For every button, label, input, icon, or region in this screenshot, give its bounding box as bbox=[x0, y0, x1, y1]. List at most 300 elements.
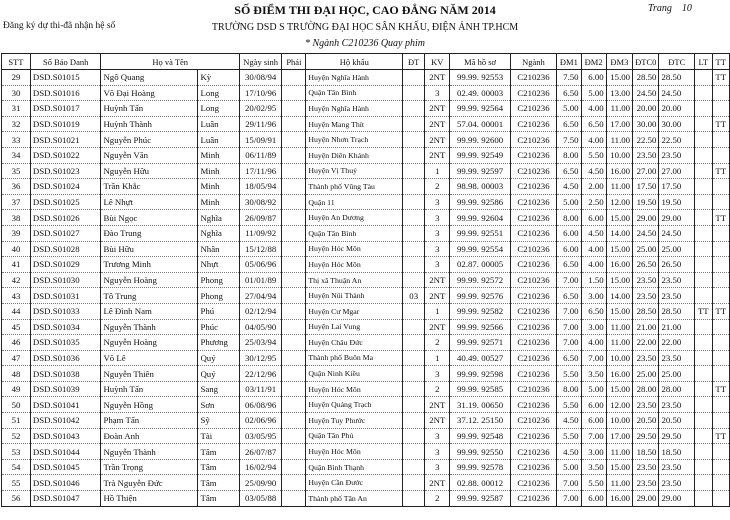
given-name-cell: Sỹ bbox=[198, 413, 239, 429]
dtc-cell: 23.50 bbox=[659, 272, 695, 288]
tt-cell bbox=[712, 475, 730, 491]
dtc0-cell: 24.50 bbox=[633, 85, 659, 101]
dm3-cell: 13.00 bbox=[606, 85, 632, 101]
dm3-cell: 11.00 bbox=[606, 475, 632, 491]
dm3-cell: 14.00 bbox=[606, 288, 632, 304]
given-name-cell: Tâm bbox=[198, 444, 239, 460]
dm1-cell: 6.50 bbox=[557, 288, 581, 304]
file-code-cell: 02.88. 00012 bbox=[450, 475, 510, 491]
lt-cell bbox=[695, 132, 712, 148]
surname-cell: Nguyễn Hoàng bbox=[101, 272, 198, 288]
dtc-cell: 23.50 bbox=[659, 350, 695, 366]
kv-cell: 3 bbox=[425, 444, 450, 460]
col-name: Họ và Tên bbox=[101, 54, 239, 70]
stt-cell: 50 bbox=[2, 397, 31, 413]
stt-cell: 31 bbox=[2, 101, 31, 117]
dtc-cell: 28.00 bbox=[659, 381, 695, 397]
col-dtc: ĐTC bbox=[659, 54, 695, 70]
table-row bbox=[2, 101, 730, 117]
dm1-cell: 7.50 bbox=[557, 132, 581, 148]
dtc0-cell: 20.50 bbox=[633, 413, 659, 429]
col-tt: TT bbox=[712, 54, 730, 70]
dm2-cell: 5.00 bbox=[581, 85, 606, 101]
file-code-cell: 99.99. 92598 bbox=[450, 366, 510, 382]
major-cell: C210236 bbox=[510, 179, 556, 195]
surname-cell: Lê Đình Nam bbox=[101, 303, 198, 319]
given-name-cell: Luân bbox=[198, 132, 239, 148]
stt-cell: 29 bbox=[2, 70, 31, 86]
dob-cell: 03/11/91 bbox=[239, 381, 282, 397]
stt-cell: 54 bbox=[2, 459, 31, 475]
dm2-cell: 4.50 bbox=[581, 225, 606, 241]
dm1-cell: 6.00 bbox=[557, 225, 581, 241]
table-row bbox=[2, 413, 730, 429]
dm3-cell: 11.00 bbox=[606, 179, 632, 195]
tt-cell bbox=[712, 147, 730, 163]
tt-cell: TT bbox=[712, 210, 730, 226]
file-code-cell: 37.12. 25150 bbox=[450, 413, 510, 429]
sbd-cell: DSD.S01034 bbox=[30, 319, 101, 335]
lt-cell bbox=[695, 210, 712, 226]
col-dob: Ngày sinh bbox=[239, 54, 282, 70]
tt-cell: TT bbox=[712, 70, 730, 86]
col-household: Hộ khẩu bbox=[306, 54, 403, 70]
major-cell: C210236 bbox=[510, 428, 556, 444]
dob-cell: 17/10/96 bbox=[239, 85, 282, 101]
stt-cell: 32 bbox=[2, 116, 31, 132]
file-code-cell: 99.99. 92571 bbox=[450, 335, 510, 351]
tt-cell bbox=[712, 459, 730, 475]
kv-cell: 3 bbox=[425, 366, 450, 382]
dm3-cell: 15.00 bbox=[606, 70, 632, 86]
stt-cell: 33 bbox=[2, 132, 31, 148]
dob-cell: 25/03/94 bbox=[239, 335, 282, 351]
major-cell: C210236 bbox=[510, 413, 556, 429]
household-cell: Huyện Nhơn Trạch bbox=[306, 132, 403, 148]
sbd-cell: DSD.S01039 bbox=[30, 381, 101, 397]
file-code-cell: 99.99. 92549 bbox=[450, 147, 510, 163]
sbd-cell: DSD.S01042 bbox=[30, 413, 101, 429]
table-row bbox=[2, 475, 730, 491]
sbd-cell: DSD.S01021 bbox=[30, 132, 101, 148]
sbd-cell: DSD.S01019 bbox=[30, 116, 101, 132]
dob-cell: 29/11/96 bbox=[239, 116, 282, 132]
dob-cell: 26/09/87 bbox=[239, 210, 282, 226]
page-title: SỐ ĐIỂM THI ĐẠI HỌC, CAO ĐẲNG NĂM 2014 bbox=[234, 3, 496, 17]
dtc0-cell: 23.50 bbox=[633, 288, 659, 304]
household-cell: Huyện Vị Thuỷ bbox=[306, 163, 403, 179]
kv-cell: 2 bbox=[425, 335, 450, 351]
table-row bbox=[2, 272, 730, 288]
col-lt: LT bbox=[695, 54, 712, 70]
gender-cell bbox=[282, 335, 306, 351]
lt-cell bbox=[695, 70, 712, 86]
dob-cell: 20/02/95 bbox=[239, 101, 282, 117]
file-code-cell: 99.99. 92564 bbox=[450, 101, 510, 117]
kv-cell: 2 bbox=[425, 381, 450, 397]
dm1-cell: 4.50 bbox=[557, 413, 581, 429]
table-row bbox=[2, 132, 730, 148]
tt-cell bbox=[712, 413, 730, 429]
gender-cell bbox=[282, 459, 306, 475]
sbd-cell: DSD.S01030 bbox=[30, 272, 101, 288]
table-row bbox=[2, 179, 730, 195]
kv-cell: 3 bbox=[425, 85, 450, 101]
stt-cell: 35 bbox=[2, 163, 31, 179]
file-code-cell: 99.99. 92553 bbox=[450, 70, 510, 86]
score-table bbox=[1, 53, 730, 507]
file-code-cell: 98.98. 00003 bbox=[450, 179, 510, 195]
given-name-cell: Kỳ bbox=[198, 70, 239, 86]
dtc-cell: 20.50 bbox=[659, 413, 695, 429]
household-cell: Huyện Cư Mgar bbox=[306, 303, 403, 319]
dt-cell bbox=[403, 350, 425, 366]
sbd-cell: DSD.S01023 bbox=[30, 163, 101, 179]
household-cell: Thành phố Tân An bbox=[306, 491, 403, 507]
major-cell: C210236 bbox=[510, 132, 556, 148]
lt-cell bbox=[695, 381, 712, 397]
registration-note: Đăng ký dự thi-đã nhận hệ số bbox=[3, 21, 116, 31]
household-cell: Quận Bình Thạnh bbox=[306, 459, 403, 475]
dtc-cell: 23.50 bbox=[659, 288, 695, 304]
major-cell: C210236 bbox=[510, 381, 556, 397]
stt-cell: 42 bbox=[2, 272, 31, 288]
dt-cell bbox=[403, 179, 425, 195]
dm2-cell: 6.50 bbox=[581, 303, 606, 319]
dm1-cell: 8.00 bbox=[557, 381, 581, 397]
dt-cell bbox=[403, 116, 425, 132]
tt-cell bbox=[712, 132, 730, 148]
sbd-cell: DSD.S01016 bbox=[30, 85, 101, 101]
dtc-cell: 17.50 bbox=[659, 179, 695, 195]
file-code-cell: 99.99. 92551 bbox=[450, 225, 510, 241]
lt-cell bbox=[695, 116, 712, 132]
lt-cell bbox=[695, 101, 712, 117]
gender-cell bbox=[282, 428, 306, 444]
dob-cell: 11/09/92 bbox=[239, 225, 282, 241]
dm3-cell: 12.00 bbox=[606, 194, 632, 210]
stt-cell: 48 bbox=[2, 366, 31, 382]
surname-cell: Huỳnh Tấn bbox=[101, 101, 198, 117]
tt-cell bbox=[712, 366, 730, 382]
file-code-cell: 99.99. 92600 bbox=[450, 132, 510, 148]
tt-cell bbox=[712, 444, 730, 460]
dt-cell bbox=[403, 132, 425, 148]
kv-cell: 3 bbox=[425, 225, 450, 241]
household-cell: Huyện Quảng Trạch bbox=[306, 397, 403, 413]
surname-cell: Bùi Ngọc bbox=[101, 210, 198, 226]
given-name-cell: Tâm bbox=[198, 491, 239, 507]
given-name-cell: Phong bbox=[198, 288, 239, 304]
dm1-cell: 4.50 bbox=[557, 179, 581, 195]
lt-cell bbox=[695, 179, 712, 195]
sbd-cell: DSD.S01043 bbox=[30, 428, 101, 444]
table-row bbox=[2, 444, 730, 460]
major-cell: C210236 bbox=[510, 335, 556, 351]
dob-cell: 06/11/89 bbox=[239, 147, 282, 163]
major-cell: C210236 bbox=[510, 194, 556, 210]
gender-cell bbox=[282, 85, 306, 101]
kv-cell: 1 bbox=[425, 350, 450, 366]
dm2-cell: 2.50 bbox=[581, 194, 606, 210]
page-number-value: 10 bbox=[681, 3, 692, 14]
dob-cell: 22/12/96 bbox=[239, 366, 282, 382]
lt-cell bbox=[695, 491, 712, 507]
kv-cell: 2NT bbox=[425, 272, 450, 288]
file-code-cell: 99.99. 92585 bbox=[450, 381, 510, 397]
dm1-cell: 7.00 bbox=[557, 303, 581, 319]
household-cell: Huyện Hóc Môn bbox=[306, 381, 403, 397]
major-cell: C210236 bbox=[510, 491, 556, 507]
household-cell: Thành phố Buôn Ma bbox=[306, 350, 403, 366]
table-row bbox=[2, 210, 730, 226]
kv-cell: 2NT bbox=[425, 101, 450, 117]
major-cell: C210236 bbox=[510, 225, 556, 241]
dm3-cell: 16.00 bbox=[606, 257, 632, 273]
file-code-cell: 99.99. 92572 bbox=[450, 272, 510, 288]
major-cell: C210236 bbox=[510, 241, 556, 257]
gender-cell bbox=[282, 257, 306, 273]
dm2-cell: 6.00 bbox=[581, 70, 606, 86]
major-cell: C210236 bbox=[510, 101, 556, 117]
dtc-cell: 23.50 bbox=[659, 147, 695, 163]
sbd-cell: DSD.S01017 bbox=[30, 101, 101, 117]
dt-cell bbox=[403, 163, 425, 179]
table-row bbox=[2, 350, 730, 366]
major-cell: C210236 bbox=[510, 366, 556, 382]
gender-cell bbox=[282, 350, 306, 366]
kv-cell: 2NT bbox=[425, 116, 450, 132]
table-row bbox=[2, 241, 730, 257]
given-name-cell: Luân bbox=[198, 116, 239, 132]
gender-cell bbox=[282, 241, 306, 257]
file-code-cell: 02.49. 00003 bbox=[450, 85, 510, 101]
kv-cell: 2NT bbox=[425, 288, 450, 304]
household-cell: Huyện Châu Đức bbox=[306, 335, 403, 351]
dtc0-cell: 28.50 bbox=[633, 303, 659, 319]
kv-cell: 1 bbox=[425, 163, 450, 179]
stt-cell: 40 bbox=[2, 241, 31, 257]
dt-cell bbox=[403, 257, 425, 273]
dob-cell: 03/05/95 bbox=[239, 428, 282, 444]
major-label: * Ngành C210236 Quay phim bbox=[305, 38, 425, 49]
table-row bbox=[2, 85, 730, 101]
major-cell: C210236 bbox=[510, 85, 556, 101]
dm3-cell: 11.00 bbox=[606, 132, 632, 148]
file-code-cell: 99.99. 92576 bbox=[450, 288, 510, 304]
dt-cell bbox=[403, 444, 425, 460]
page-label: Trang bbox=[648, 3, 672, 14]
kv-cell: 2NT bbox=[425, 70, 450, 86]
sbd-cell: DSD.S01029 bbox=[30, 257, 101, 273]
household-cell: Huyện Hóc Môn bbox=[306, 257, 403, 273]
dm1-cell: 7.00 bbox=[557, 319, 581, 335]
kv-cell: 3 bbox=[425, 241, 450, 257]
table-row bbox=[2, 397, 730, 413]
lt-cell bbox=[695, 475, 712, 491]
gender-cell bbox=[282, 163, 306, 179]
lt-cell bbox=[695, 163, 712, 179]
kv-cell: 2NT bbox=[425, 397, 450, 413]
household-cell: Quận Tân Bình bbox=[306, 225, 403, 241]
given-name-cell: Sang bbox=[198, 381, 239, 397]
dm1-cell: 5.00 bbox=[557, 459, 581, 475]
dm1-cell: 5.50 bbox=[557, 397, 581, 413]
dm2-cell: 6.00 bbox=[581, 210, 606, 226]
dm2-cell: 5.00 bbox=[581, 381, 606, 397]
dm2-cell: 6.00 bbox=[581, 413, 606, 429]
file-code-cell: 02.87. 00005 bbox=[450, 257, 510, 273]
given-name-cell: Sơn bbox=[198, 397, 239, 413]
dtc-cell: 28.50 bbox=[659, 303, 695, 319]
dm2-cell: 6.00 bbox=[581, 491, 606, 507]
major-cell: C210236 bbox=[510, 459, 556, 475]
dm1-cell: 4.50 bbox=[557, 444, 581, 460]
dm3-cell: 14.00 bbox=[606, 225, 632, 241]
dtc0-cell: 25.00 bbox=[633, 241, 659, 257]
dm2-cell: 3.00 bbox=[581, 444, 606, 460]
sbd-cell: DSD.S01025 bbox=[30, 194, 101, 210]
tt-cell bbox=[712, 288, 730, 304]
gender-cell bbox=[282, 70, 306, 86]
gender-cell bbox=[282, 319, 306, 335]
stt-cell: 30 bbox=[2, 85, 31, 101]
lt-cell: TT bbox=[695, 303, 712, 319]
major-cell: C210236 bbox=[510, 303, 556, 319]
dm2-cell: 5.50 bbox=[581, 475, 606, 491]
major-cell: C210236 bbox=[510, 350, 556, 366]
dtc-cell: 29.50 bbox=[659, 428, 695, 444]
dm3-cell: 15.00 bbox=[606, 210, 632, 226]
kv-cell: 2NT bbox=[425, 132, 450, 148]
dm2-cell: 7.00 bbox=[581, 350, 606, 366]
dm3-cell: 11.00 bbox=[606, 335, 632, 351]
lt-cell bbox=[695, 350, 712, 366]
surname-cell: Trần Trọng bbox=[101, 459, 198, 475]
surname-cell: Đoàn Anh bbox=[101, 428, 198, 444]
dtc0-cell: 29.00 bbox=[633, 210, 659, 226]
major-cell: C210236 bbox=[510, 147, 556, 163]
surname-cell: Nguyễn Thành bbox=[101, 319, 198, 335]
tt-cell bbox=[712, 241, 730, 257]
table-row bbox=[2, 194, 730, 210]
col-dm2: ĐM2 bbox=[581, 54, 606, 70]
dm2-cell: 4.00 bbox=[581, 335, 606, 351]
sbd-cell: DSD.S01026 bbox=[30, 210, 101, 226]
dtc-cell: 21.00 bbox=[659, 319, 695, 335]
surname-cell: Nguyễn Văn bbox=[101, 147, 198, 163]
dm3-cell: 11.00 bbox=[606, 319, 632, 335]
dtc-cell: 23.50 bbox=[659, 459, 695, 475]
stt-cell: 43 bbox=[2, 288, 31, 304]
dob-cell: 03/05/88 bbox=[239, 491, 282, 507]
dtc0-cell: 27.00 bbox=[633, 163, 659, 179]
dt-cell bbox=[403, 366, 425, 382]
lt-cell bbox=[695, 335, 712, 351]
dtc0-cell: 22.00 bbox=[633, 335, 659, 351]
dm1-cell: 7.00 bbox=[557, 475, 581, 491]
dt-cell bbox=[403, 459, 425, 475]
dtc0-cell: 17.50 bbox=[633, 179, 659, 195]
dt-cell bbox=[403, 101, 425, 117]
sbd-cell: DSD.S01015 bbox=[30, 70, 101, 86]
sbd-cell: DSD.S01044 bbox=[30, 444, 101, 460]
tt-cell bbox=[712, 319, 730, 335]
dm1-cell: 5.00 bbox=[557, 101, 581, 117]
dm1-cell: 5.50 bbox=[557, 366, 581, 382]
table-row bbox=[2, 288, 730, 304]
dt-cell bbox=[403, 194, 425, 210]
dt-cell bbox=[403, 225, 425, 241]
dob-cell: 25/09/90 bbox=[239, 475, 282, 491]
major-cell: C210236 bbox=[510, 116, 556, 132]
dt-cell bbox=[403, 428, 425, 444]
dm2-cell: 4.00 bbox=[581, 132, 606, 148]
dm1-cell: 6.50 bbox=[557, 257, 581, 273]
stt-cell: 53 bbox=[2, 444, 31, 460]
household-cell: Thị xã Thuận An bbox=[306, 272, 403, 288]
tt-cell bbox=[712, 179, 730, 195]
dtc0-cell: 19.50 bbox=[633, 194, 659, 210]
dtc0-cell: 23.50 bbox=[633, 459, 659, 475]
gender-cell bbox=[282, 147, 306, 163]
household-cell: Quận 11 bbox=[306, 194, 403, 210]
col-kv: KV bbox=[425, 54, 450, 70]
dtc-cell: 23.50 bbox=[659, 397, 695, 413]
dtc-cell: 29.00 bbox=[659, 491, 695, 507]
major-cell: C210236 bbox=[510, 319, 556, 335]
dm2-cell: 5.50 bbox=[581, 147, 606, 163]
file-code-cell: 99.99. 92604 bbox=[450, 210, 510, 226]
table-row bbox=[2, 116, 730, 132]
dtc-cell: 22.00 bbox=[659, 335, 695, 351]
household-cell: Huyện Lai Vung bbox=[306, 319, 403, 335]
gender-cell bbox=[282, 444, 306, 460]
household-cell: Huyện Hóc Môn bbox=[306, 444, 403, 460]
gender-cell bbox=[282, 132, 306, 148]
tt-cell bbox=[712, 397, 730, 413]
stt-cell: 36 bbox=[2, 179, 31, 195]
household-cell: Quận Ninh Kiều bbox=[306, 366, 403, 382]
dob-cell: 30/08/92 bbox=[239, 194, 282, 210]
kv-cell: 2NT bbox=[425, 475, 450, 491]
dm2-cell: 4.00 bbox=[581, 241, 606, 257]
dm1-cell: 5.50 bbox=[557, 428, 581, 444]
dm1-cell: 6.00 bbox=[557, 241, 581, 257]
dtc0-cell: 20.00 bbox=[633, 101, 659, 117]
dtc0-cell: 23.50 bbox=[633, 147, 659, 163]
file-code-cell: 31.19. 00650 bbox=[450, 397, 510, 413]
lt-cell bbox=[695, 428, 712, 444]
dm3-cell: 15.00 bbox=[606, 272, 632, 288]
household-cell: Huyện Diên Khánh bbox=[306, 147, 403, 163]
gender-cell bbox=[282, 225, 306, 241]
sbd-cell: DSD.S01047 bbox=[30, 491, 101, 507]
sbd-cell: DSD.S01027 bbox=[30, 225, 101, 241]
stt-cell: 44 bbox=[2, 303, 31, 319]
major-cell: C210236 bbox=[510, 272, 556, 288]
stt-cell: 45 bbox=[2, 319, 31, 335]
lt-cell bbox=[695, 366, 712, 382]
dob-cell: 02/06/96 bbox=[239, 413, 282, 429]
dtc-cell: 24.50 bbox=[659, 85, 695, 101]
table-row bbox=[2, 381, 730, 397]
dtc0-cell: 29.00 bbox=[633, 491, 659, 507]
dm3-cell: 10.00 bbox=[606, 147, 632, 163]
surname-cell: Huỳnh Tấn bbox=[101, 381, 198, 397]
tt-cell: TT bbox=[712, 428, 730, 444]
dtc0-cell: 18.50 bbox=[633, 444, 659, 460]
